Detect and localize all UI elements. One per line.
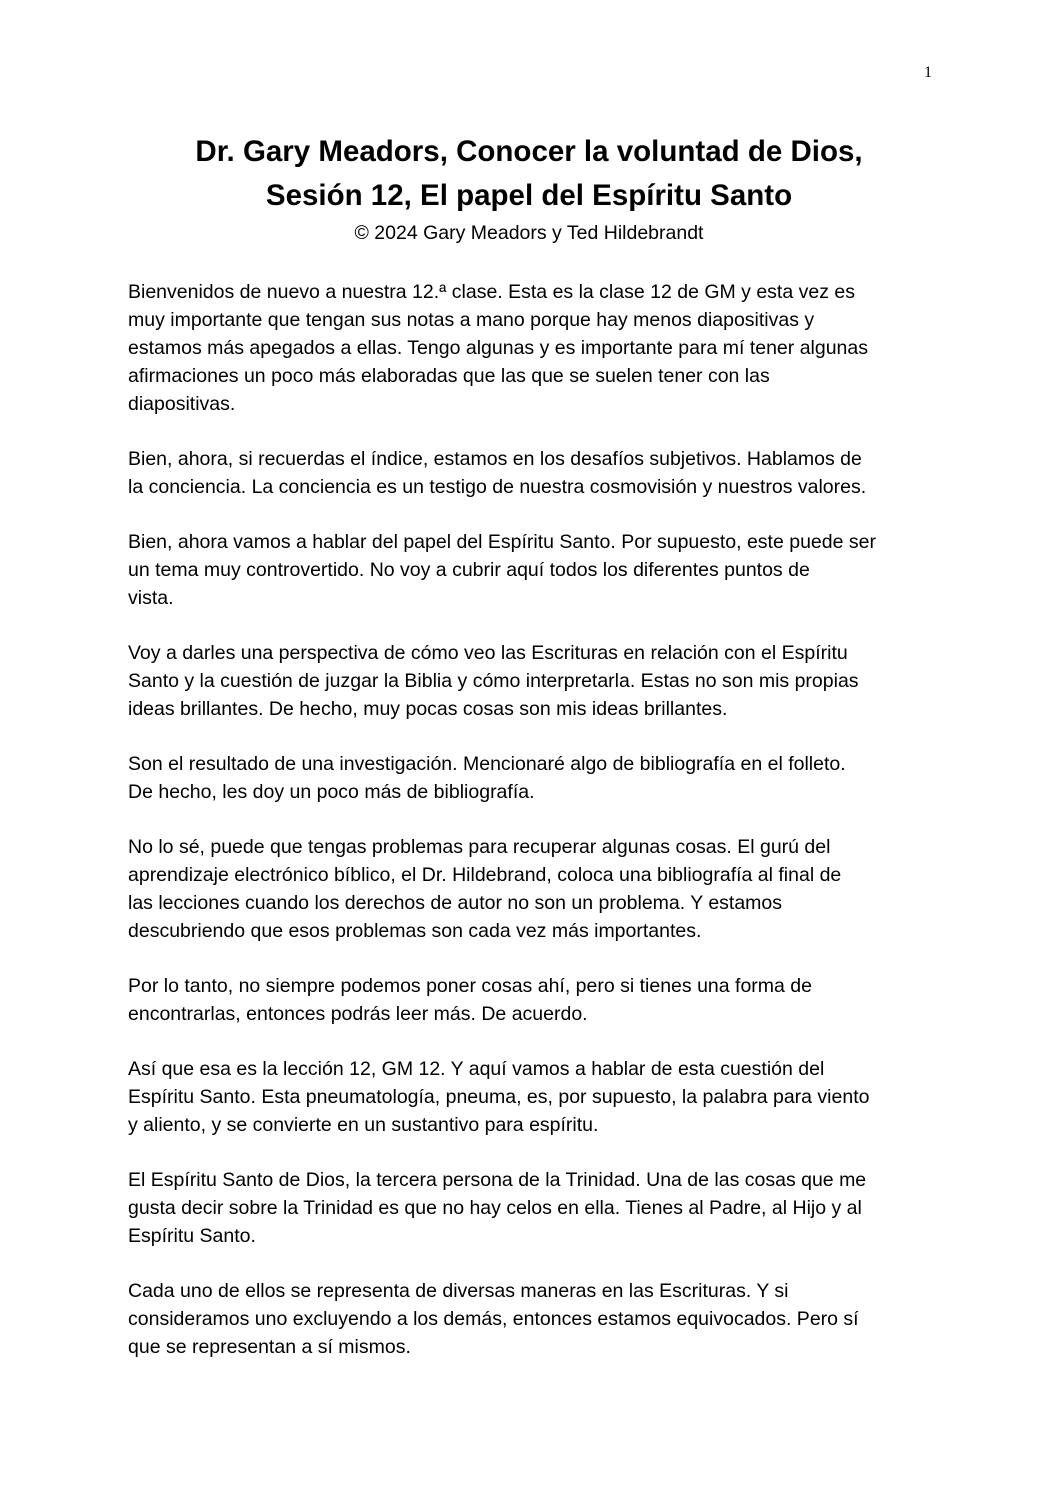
paragraph-line: Así que esa es la lección 12, GM 12. Y aquí vamos a hablar de esta cuestión del	[128, 1058, 825, 1080]
paragraph-line: Voy a darles una perspectiva de cómo veo las Escrituras en relación con el Espíritu	[128, 642, 848, 664]
paragraph-line: Santo y la cuestión de juzgar la Biblia y cómo interpretarla. Estas no son mis propias	[128, 670, 859, 692]
paragraph	[128, 278, 934, 418]
document-body	[128, 278, 934, 1388]
paragraph-line: que se representan a sí mismos.	[128, 1336, 411, 1358]
document-header	[80, 130, 978, 246]
paragraph-line: gusta decir sobre la Trinidad es que no hay celos en ella. Tienes al Padre, al Hijo y al	[128, 1197, 862, 1219]
copyright-notice: © 2024 Gary Meadors y Ted Hildebrandt	[354, 222, 704, 244]
paragraph	[128, 833, 934, 945]
paragraph-line: afirmaciones un poco más elaboradas que las que se suelen tener con las	[128, 365, 770, 387]
paragraph-line: diapositivas.	[128, 393, 236, 415]
paragraph-line: Por lo tanto, no siempre podemos poner cosas ahí, pero si tienes una forma de	[128, 975, 812, 997]
paragraph-line: la conciencia. La conciencia es un testigo de nuestra cosmovisión y nuestros valores.	[128, 476, 867, 498]
paragraph-line: aprendizaje electrónico bíblico, el Dr. Hildebrand, coloca una bibliografía al final de	[128, 864, 842, 886]
paragraph-line: las lecciones cuando los derechos de autor no son un problema. Y estamos	[128, 892, 783, 914]
paragraph	[128, 528, 934, 612]
paragraph-line: Cada uno de ellos se representa de diversas maneras en las Escrituras. Y si	[128, 1280, 789, 1302]
paragraph-line: ideas brillantes. De hecho, muy pocas cosas son mis ideas brillantes.	[128, 698, 728, 720]
paragraph-line: muy importante que tengan sus notas a mano porque hay menos diapositivas y	[128, 309, 815, 331]
paragraph-line: Espíritu Santo.	[128, 1225, 256, 1247]
paragraph-line: Bien, ahora vamos a hablar del papel del Espíritu Santo. Por supuesto, este puede ser	[128, 531, 876, 553]
paragraph-line: Bienvenidos de nuevo a nuestra 12.ª clase. Esta es la clase 12 de GM y esta vez es	[128, 281, 855, 303]
paragraph-line: No lo sé, puede que tengas problemas para recuperar algunas cosas. El gurú del	[128, 836, 831, 858]
paragraph-line: descubriendo que esos problemas son cada vez más importantes.	[128, 920, 702, 942]
paragraph-line: El Espíritu Santo de Dios, la tercera persona de la Trinidad. Una de las cosas que me	[128, 1169, 867, 1191]
paragraph-line: Son el resultado de una investigación. Mencionaré algo de bibliografía en el folleto.	[128, 753, 846, 775]
paragraph	[128, 639, 934, 723]
title-line-2: Sesión 12, El papel del Espíritu Santo	[265, 179, 793, 212]
paragraph-line: encontrarlas, entonces podrás leer más. De acuerdo.	[128, 1003, 588, 1025]
paragraph-line: Espíritu Santo. Esta pneumatología, pneuma, es, por supuesto, la palabra para viento	[128, 1086, 870, 1108]
paragraph-line: estamos más apegados a ellas. Tengo algunas y es importante para mí tener algunas	[128, 337, 869, 359]
paragraph	[128, 1166, 934, 1250]
paragraph	[128, 972, 934, 1028]
paragraph-line: consideramos uno excluyendo a los demás, entonces estamos equivocados. Pero sí	[128, 1308, 859, 1330]
paragraph-line: De hecho, les doy un poco más de bibliografía.	[128, 781, 535, 803]
paragraph-line: y aliento, y se convierte en un sustantivo para espíritu.	[128, 1114, 599, 1136]
paragraph-line: Bien, ahora, si recuerdas el índice, estamos en los desafíos subjetivos. Hablamos de	[128, 448, 862, 470]
paragraph-line: vista.	[128, 587, 174, 609]
paragraph-line: un tema muy controvertido. No voy a cubrir aquí todos los diferentes puntos de	[128, 559, 810, 581]
paragraph	[128, 445, 934, 501]
page-number: 1	[924, 64, 932, 81]
title-line-1: Dr. Gary Meadors, Conocer la voluntad de Dios,	[195, 135, 863, 168]
paragraph	[128, 1055, 934, 1139]
paragraph	[128, 1277, 934, 1361]
paragraph	[128, 750, 934, 806]
